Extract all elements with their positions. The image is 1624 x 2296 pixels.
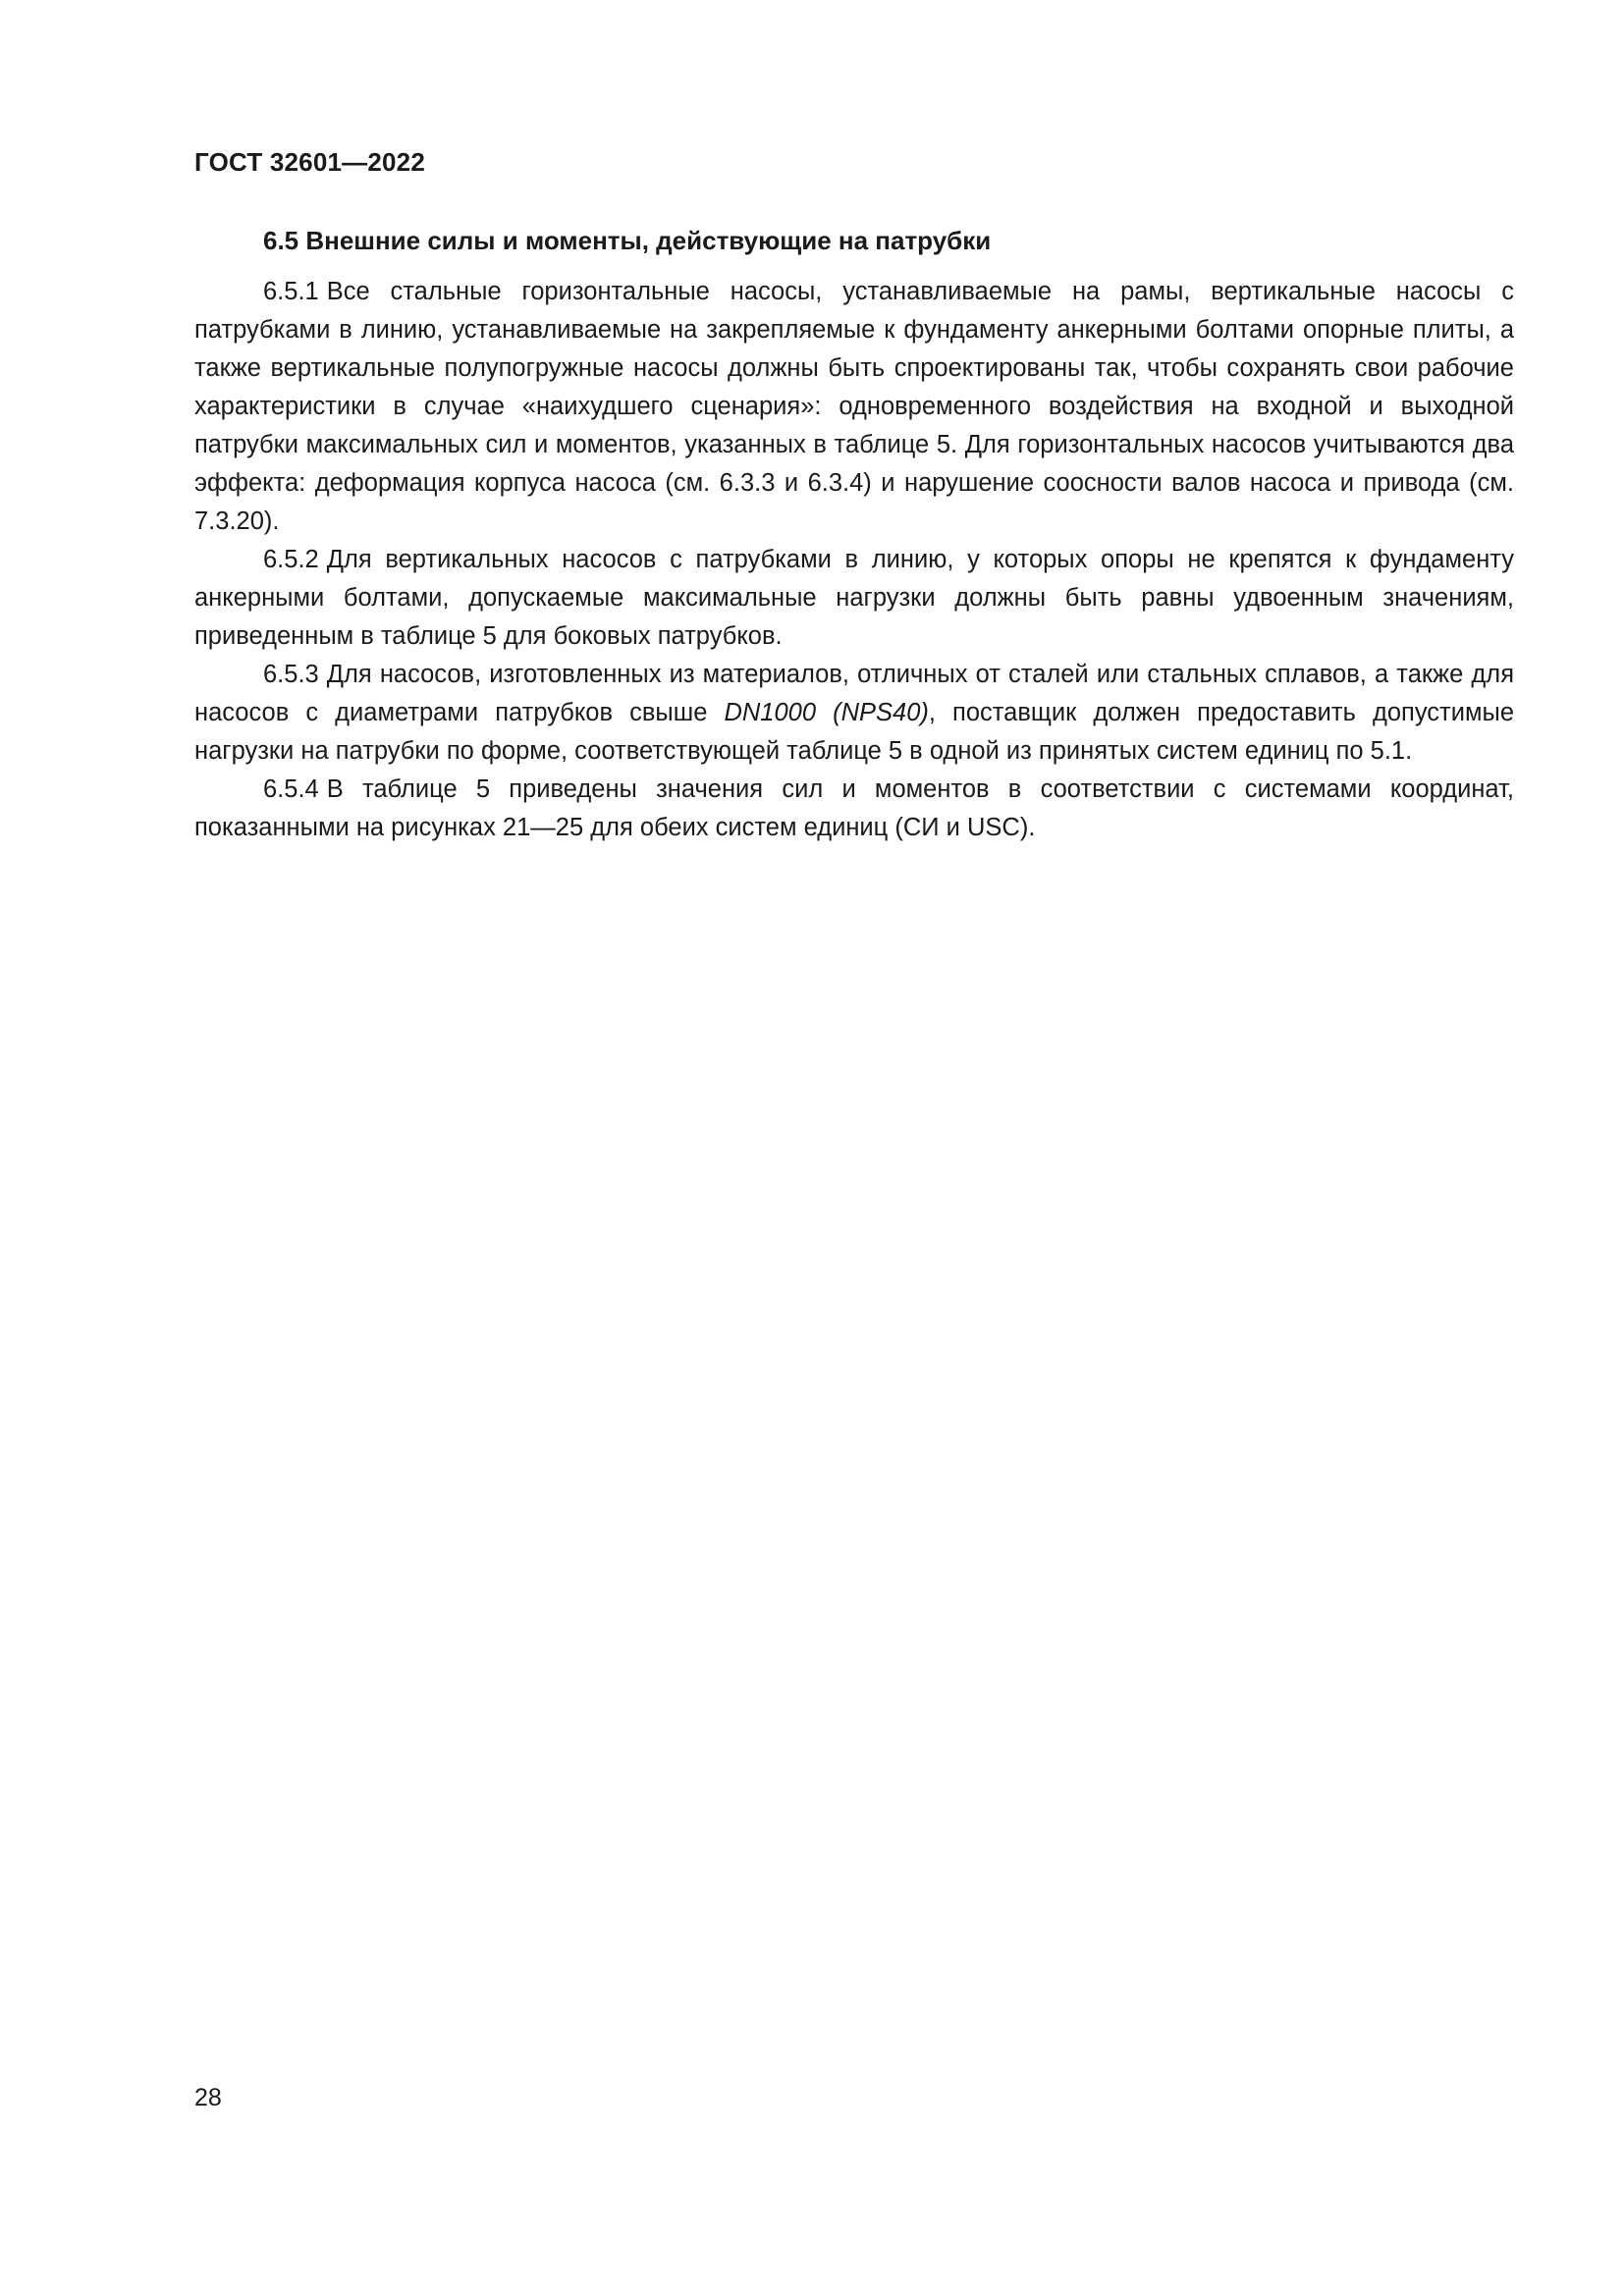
paragraph-text: Для вертикальных насосов с патрубками в линию, у которых опоры не крепятся к фундаменту анкерными болтами, допускаемые максимальные нагрузки должны быть равны удвоенным значениям, приведенным в таблице 5 для боковых патрубков.	[194, 546, 1514, 650]
section-6-5	[194, 222, 1514, 847]
section-title: 6.5 Внешние силы и моменты, действующие на патрубки	[263, 226, 992, 255]
document-id: ГОСТ 32601—2022	[194, 147, 425, 177]
paragraph-number: 6.5.1	[263, 278, 319, 305]
paragraph-6-5-1	[194, 273, 1514, 541]
paragraph-6-5-2	[194, 541, 1514, 656]
nominal-diameter-designation: DN1000 (NPS40)	[724, 699, 929, 726]
paragraph-text-after: , поставщик должен предоставить допустимые нагрузки на патрубки по форме, соответствующей таблице 5 в одной из принятых систем единиц по 5.1.	[194, 699, 1515, 765]
paragraph-text: Все стальные горизонтальные насосы, устанавливаемые на рамы, вертикальные насосы с патрубками в линию, устанавливаемые на закрепляемые к фундаменту анкерными болтами опорные плиты, а также вертикальные полупогружные насосы должны быть спроектированы так, чтобы сохранять свои рабочие характеристики в случае «наихудшего сценария»: одновременного воздействия на входной и выходной патрубки максимальных сил и моментов, указанных в таблице 5. Для горизонтальных насосов учитываются два эффекта: деформация корпуса насоса (см. 6.3.3 и 6.3.4) и нарушение соосности валов насоса и привода (см. 7.3.20).	[194, 278, 1514, 535]
paragraph-6-5-4	[194, 771, 1514, 847]
paragraph-number: 6.5.2	[263, 546, 319, 573]
paragraph-6-5-3	[194, 656, 1514, 771]
paragraph-number: 6.5.4	[263, 775, 319, 803]
page-number: 28	[194, 2084, 222, 2111]
paragraph-text: В таблице 5 приведены значения сил и моментов в соответствии с системами координат, показанными на рисунках 21—25 для обеих систем единиц (СИ и USC).	[194, 775, 1514, 841]
paragraph-number: 6.5.3	[263, 661, 319, 688]
paragraph-text-before: Для насосов, изготовленных из материалов, отличных от сталей или стальных сплавов, а также для насосов с диаметрами патрубков свыше	[194, 661, 1514, 726]
